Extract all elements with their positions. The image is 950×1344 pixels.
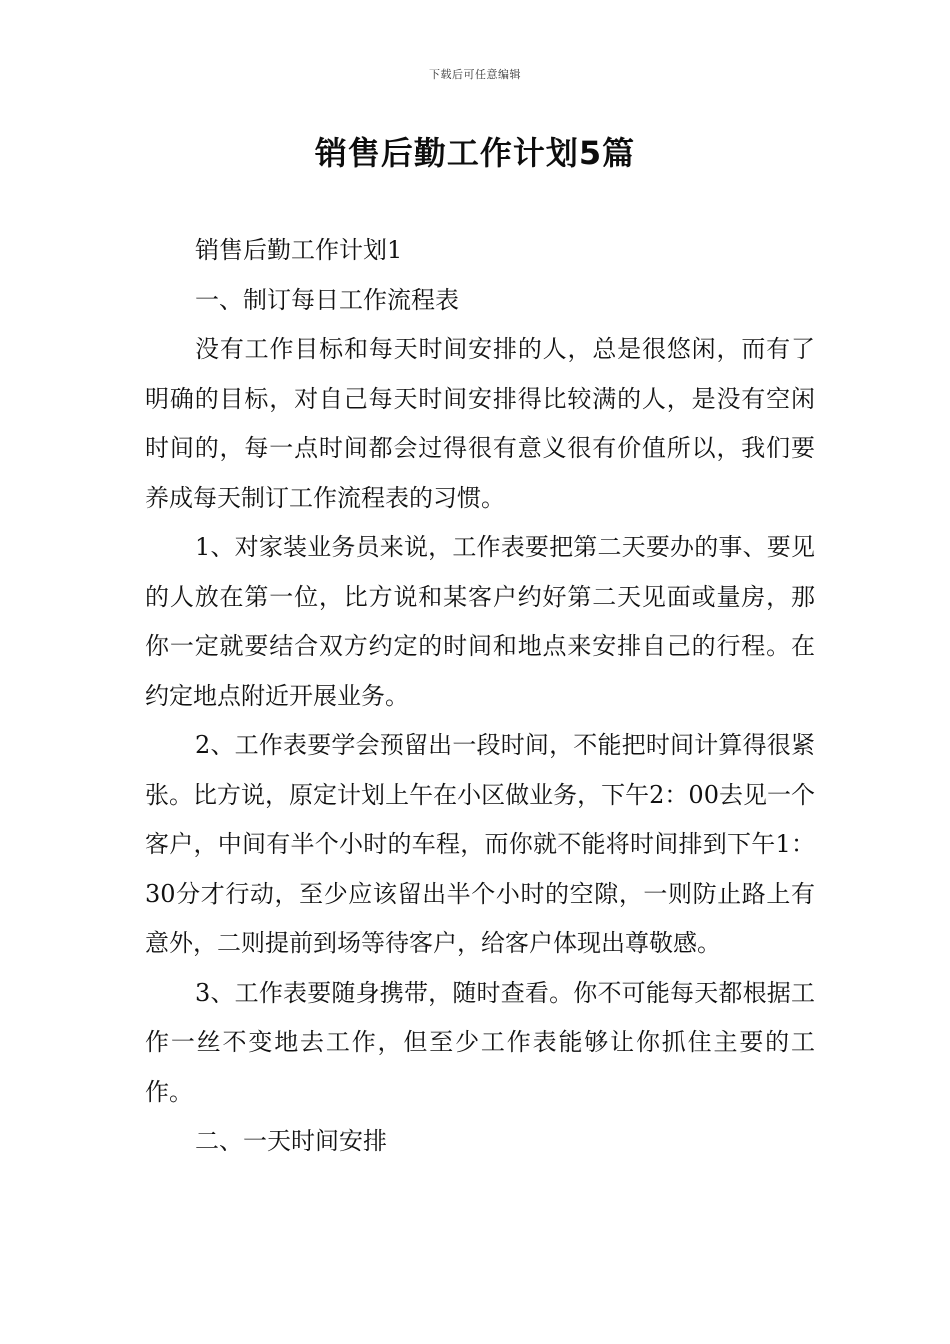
document-title: 销售后勤工作计划5篇: [314, 134, 636, 172]
paragraph-item-2: 2、工作表要学会预留出一段时间，不能把时间计算得很紧张。比方说，原定计划上午在小区做业务，下午2：00去见一个客户，中间有半个小时的车程，而你就不能将时间排到下午1：30分才行动，至少应该留出半个小时的空隙，一则防止路上有意外，二则提前到场等待客户，给客户体现出尊敬感。: [145, 731, 815, 957]
section-heading-daily-schedule: 二、一天时间安排: [195, 1127, 387, 1155]
document-body: [145, 226, 815, 1167]
paragraph-item-3: 3、工作表要随身携带，随时查看。你不可能每天都根据工作一丝不变地去工作，但至少工作表能够让你抓住主要的工作。: [145, 978, 815, 1106]
header-note: 下载后可任意编辑: [429, 68, 521, 81]
section-heading-plan-1: 销售后勤工作计划1: [195, 236, 403, 264]
section-heading-daily-flow: 一、制订每日工作流程表: [195, 285, 459, 314]
paragraph-item-1: 1、对家装业务员来说，工作表要把第二天要办的事、要见的人放在第一位，比方说和某客户约好第二天见面或量房，那你一定就要结合双方约定的时间和地点来安排自己的行程。在约定地点附近开展业务。: [145, 533, 815, 710]
paragraph-intro: 没有工作目标和每天时间安排的人，总是很悠闲，而有了明确的目标，对自己每天时间安排得比较满的人，是没有空闲时间的，每一点时间都会过得很有意义很有价值所以，我们要养成每天制订工作流程表的习惯。: [145, 335, 815, 512]
